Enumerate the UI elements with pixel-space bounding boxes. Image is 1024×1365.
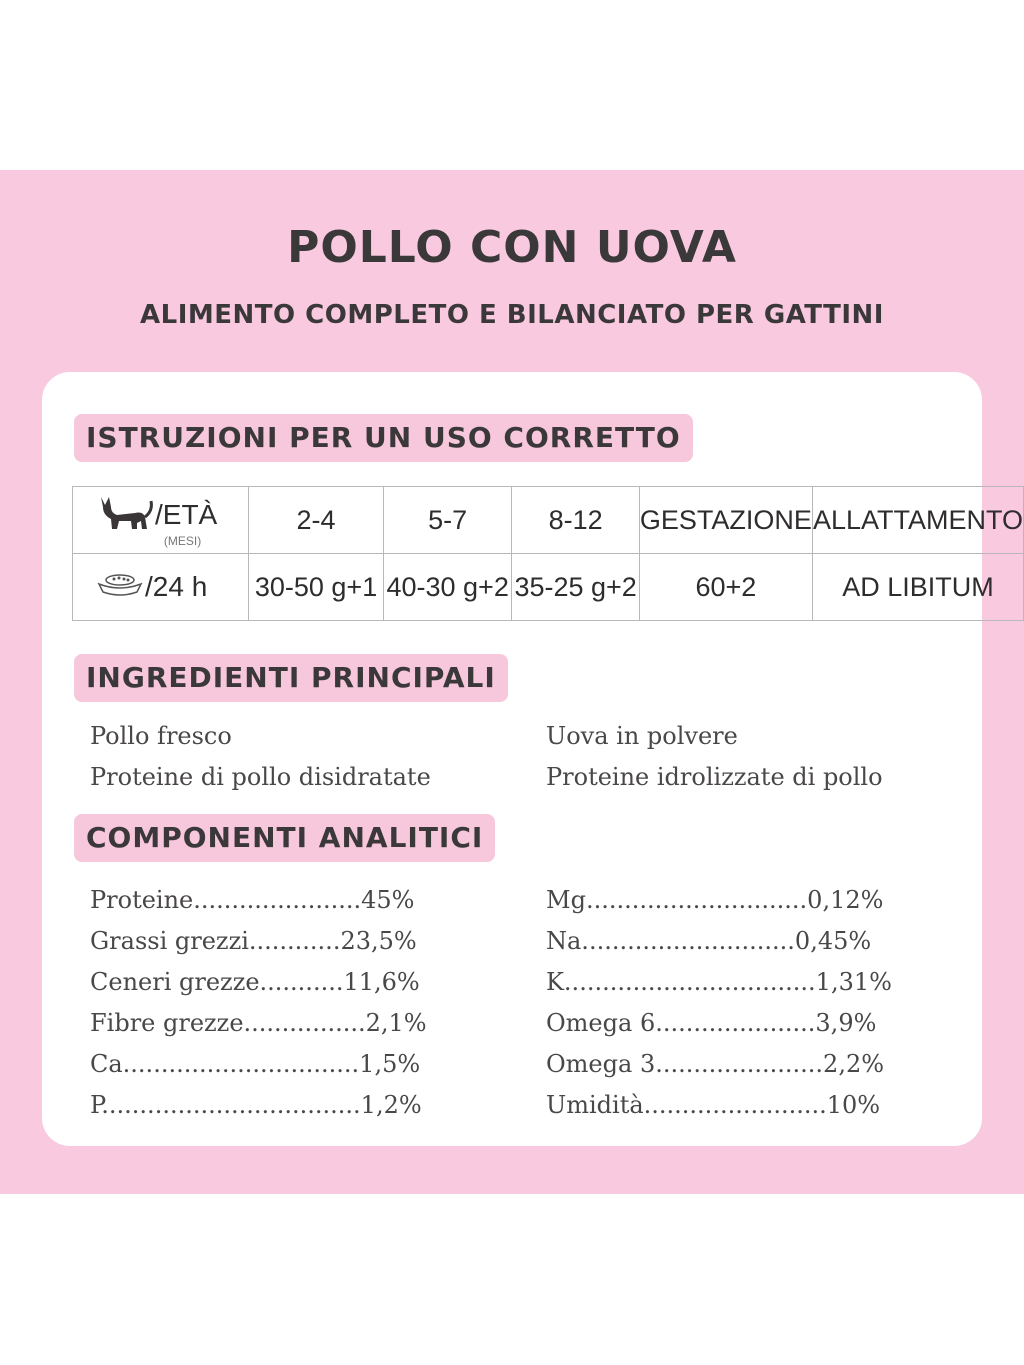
- list-item: Omega 3......................2,2%: [546, 1050, 885, 1078]
- age-unit-label: (MESI): [163, 533, 202, 548]
- age-header-label: /ETÀ: [155, 499, 218, 530]
- list-item: Umidità........................10%: [546, 1091, 881, 1119]
- cat-icon: [95, 493, 155, 538]
- list-item: Ca...............................1,5%: [90, 1050, 421, 1078]
- list-item: Pollo fresco: [90, 722, 232, 750]
- amount-cell-1: 30-50 g+1: [249, 554, 384, 621]
- table-row-age: [73, 487, 1024, 554]
- list-item: Grassi grezzi............23,5%: [90, 927, 417, 955]
- amount-cell-lactation: AD LIBITUM: [812, 554, 1023, 621]
- list-item: Proteine di pollo disidratate: [90, 763, 431, 791]
- list-item: Ceneri grezze...........11,6%: [90, 968, 420, 996]
- dosage-table: [72, 486, 1024, 621]
- ingredients-left-list: [90, 716, 431, 798]
- section-heading-instructions: ISTRUZIONI PER UN USO CORRETTO: [74, 414, 693, 462]
- list-item: Proteine......................45%: [90, 886, 415, 914]
- age-column-1: 2-4: [249, 487, 384, 554]
- list-item: Uova in polvere: [546, 722, 738, 750]
- product-subtitle: ALIMENTO COMPLETO E BILANCIATO PER GATTINI: [140, 300, 884, 330]
- list-item: Omega 6.....................3,9%: [546, 1009, 877, 1037]
- list-item: Proteine idrolizzate di pollo: [546, 763, 883, 791]
- amount-header-cell: [73, 554, 249, 621]
- amount-cell-3: 35-25 g+2: [512, 554, 640, 621]
- section-heading-analytics: COMPONENTI ANALITICI: [74, 814, 495, 862]
- analytics-right-list: [546, 880, 892, 1126]
- analytics-left-list: [90, 880, 427, 1126]
- age-header-cell: [73, 487, 249, 554]
- food-bowl-icon: [95, 572, 145, 603]
- age-column-3: 8-12: [512, 487, 640, 554]
- amount-header-label: /24 h: [145, 571, 208, 602]
- table-row-amount: [73, 554, 1024, 621]
- list-item: Fibre grezze................2,1%: [90, 1009, 427, 1037]
- age-column-lactation: ALLATTAMENTO: [812, 487, 1023, 554]
- amount-cell-2: 40-30 g+2: [383, 554, 511, 621]
- list-item: Na............................0,45%: [546, 927, 872, 955]
- list-item: Mg.............................0,12%: [546, 886, 884, 914]
- list-item: K.................................1,31%: [546, 968, 892, 996]
- age-column-2: 5-7: [383, 487, 511, 554]
- product-title: POLLO CON UOVA: [287, 222, 737, 273]
- age-column-gestation: GESTAZIONE: [639, 487, 812, 554]
- amount-cell-gestation: 60+2: [639, 554, 812, 621]
- ingredients-right-list: [546, 716, 883, 798]
- section-heading-ingredients: INGREDIENTI PRINCIPALI: [74, 654, 508, 702]
- list-item: P..................................1,2%: [90, 1091, 422, 1119]
